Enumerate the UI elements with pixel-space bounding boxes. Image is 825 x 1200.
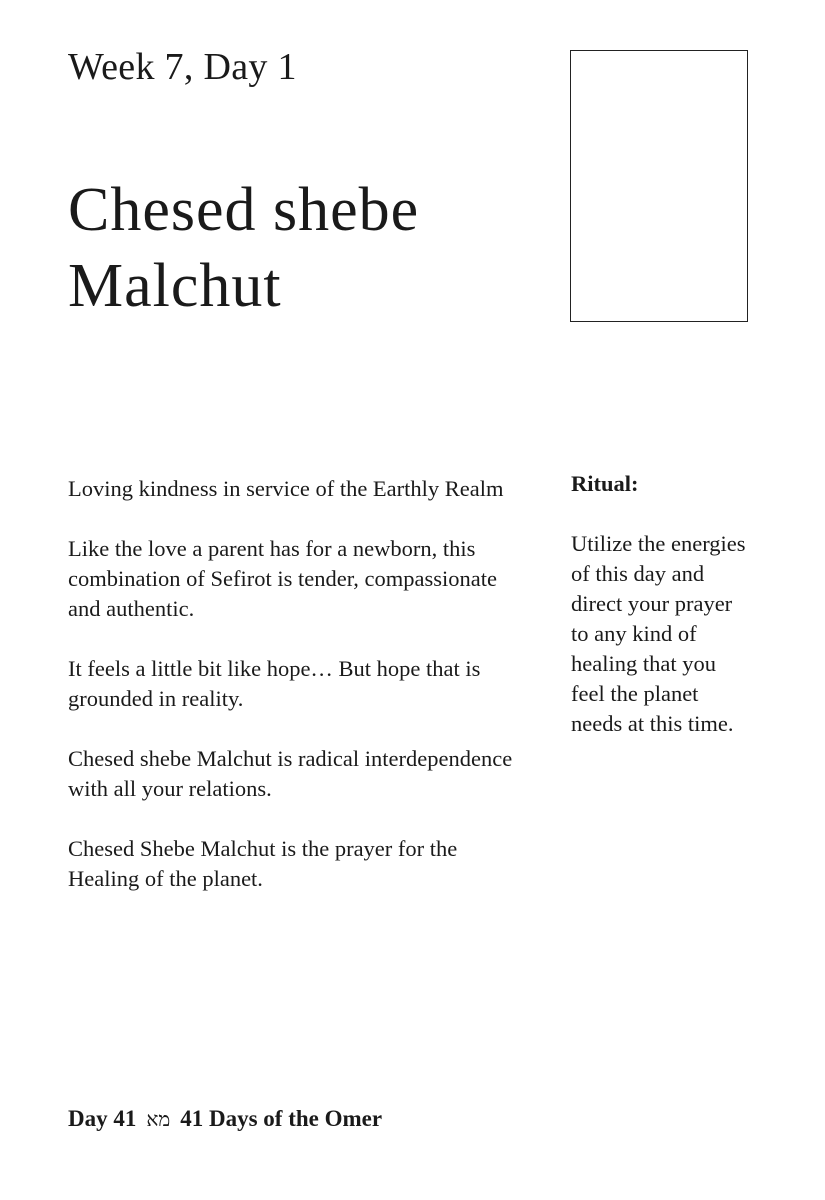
- image-placeholder-frame: [570, 50, 748, 322]
- paragraph-description: Like the love a parent has for a newborn, this combination of Sefirot is tender, compassionate and authentic.: [68, 536, 497, 621]
- paragraph-interdependence: Chesed shebe Malchut is radical interdependence with all your relations.: [68, 746, 513, 801]
- ritual-sidebar: [571, 469, 751, 739]
- paragraph-subtitle: Loving kindness in service of the Earthly Realm: [68, 476, 504, 501]
- page-footer: [68, 1104, 382, 1135]
- main-text-column: [68, 474, 518, 924]
- title-line-2: Malchut: [68, 252, 282, 320]
- week-day-label: Week 7, Day 1: [68, 46, 297, 88]
- page-title: [68, 172, 528, 324]
- paragraph-hope: It feels a little bit like hope… But hope that is grounded in reality.: [68, 656, 481, 711]
- ritual-heading: Ritual:: [571, 471, 639, 496]
- hebrew-day-number: מא: [146, 1109, 171, 1131]
- footer-day-label: Day 41: [68, 1106, 137, 1131]
- footer-count-label: 41 Days of the Omer: [180, 1106, 383, 1131]
- ritual-text: Utilize the energies of this day and direct your prayer to any kind of healing that you feel the planet needs at this time.: [571, 531, 746, 736]
- title-line-1: Chesed shebe: [68, 176, 420, 244]
- paragraph-prayer: Chesed Shebe Malchut is the prayer for the Healing of the planet.: [68, 836, 458, 891]
